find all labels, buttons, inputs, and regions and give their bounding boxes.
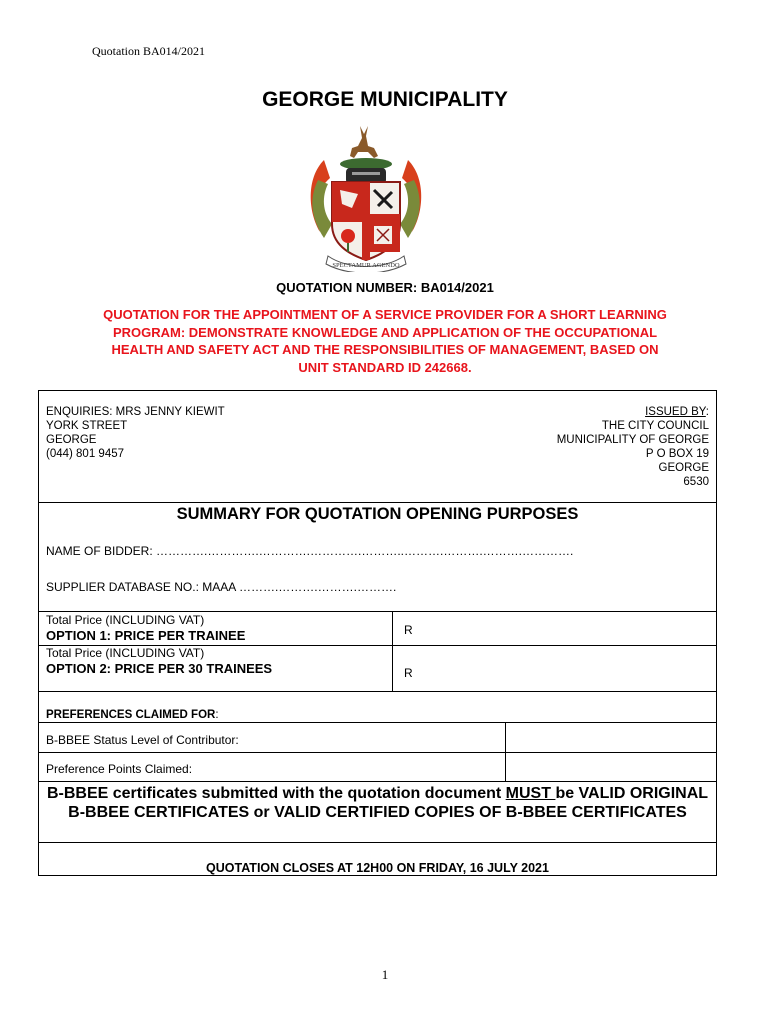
issued-town: GEORGE: [658, 462, 709, 474]
option-2-label-cell: [46, 646, 272, 676]
bidder-name-line[interactable]: NAME OF BIDDER: ………….………….………….………….………..……….……….……….………….: [46, 544, 574, 558]
quotation-summary-box: [38, 390, 717, 876]
option-1-price-field[interactable]: R: [404, 623, 413, 637]
issued-by-colon: :: [705, 406, 709, 418]
enquiries-contact: ENQUIRIES: MRS JENNY KIEWIT: [46, 406, 225, 418]
divider: [39, 502, 716, 503]
quotation-number: QUOTATION NUMBER: BA014/2021: [276, 280, 494, 295]
issued-council: THE CITY COUNCIL: [601, 420, 709, 432]
quotation-title: QUOTATION FOR THE APPOINTMENT OF A SERVICE PROVIDER FOR A SHORT LEARNING PROGRAM: DEMONSTRATE KNOWLEDGE AND APPLICATION OF THE OCCUPATIONAL HEALTH AND SAFETY ACT AND THE RESPONSIBILITIES OF MANAGEMENT, BASED ON UNIT STANDARD ID 242668.: [103, 307, 667, 375]
page-number: 1: [381, 967, 389, 982]
divider: [39, 611, 716, 612]
header-reference: Quotation BA014/2021: [92, 44, 205, 58]
enquiries-street: YORK STREET: [46, 420, 128, 432]
crest-motto: SPECTAMUR AGENDO: [332, 262, 400, 269]
divider: [39, 842, 716, 843]
supplier-database-line[interactable]: SUPPLIER DATABASE NO.: MAAA ……….……….……….……….: [46, 580, 397, 594]
preference-points-label: Preference Points Claimed:: [46, 762, 193, 776]
divider: [39, 752, 716, 753]
issued-municipality: MUNICIPALITY OF GEORGE: [556, 434, 709, 446]
bbbee-certificate-notice: B-BBEE certificates submitted with the quotation document MUST be VALID ORIGINAL B-BBEE CERTIFICATES or VALID CERTIFIED COPIES OF B-BBEE CERTIFICATES: [46, 785, 709, 821]
enquiries-phone: (044) 801 9457: [46, 448, 125, 460]
option-1-label-cell: [46, 613, 245, 643]
issued-by-label: ISSUED BY: [645, 406, 706, 418]
bbbee-status-level-label: B-BBEE Status Level of Contributor:: [46, 733, 239, 747]
must-emphasis: MUST: [505, 785, 556, 802]
divider: [39, 691, 716, 692]
divider: [39, 722, 716, 723]
option-2-price-field[interactable]: R: [404, 666, 413, 680]
divider: [392, 611, 393, 691]
preferences-title: PREFERENCES CLAIMED FOR:: [46, 709, 219, 721]
enquiries-block: [46, 405, 225, 461]
coat-of-arms-icon: [302, 120, 430, 272]
option-2-total-price: Total Price (INCLUDING VAT): [46, 646, 205, 660]
option-1-label: OPTION 1: PRICE PER TRAINEE: [46, 628, 246, 643]
enquiries-town: GEORGE: [46, 434, 97, 446]
page-title: GEORGE MUNICIPALITY: [262, 88, 508, 111]
issued-by-block: [557, 405, 709, 489]
divider: [39, 781, 716, 782]
issued-postal-code: 6530: [683, 476, 709, 488]
option-1-total-price: Total Price (INCLUDING VAT): [46, 613, 205, 627]
issued-pobox: P O BOX 19: [645, 448, 709, 460]
option-2-label: OPTION 2: PRICE PER 30 TRAINEES: [46, 661, 273, 676]
summary-title: SUMMARY FOR QUOTATION OPENING PURPOSES: [176, 505, 579, 523]
divider: [505, 722, 506, 781]
closing-notice: QUOTATION CLOSES AT 12H00 ON FRIDAY, 16 JULY 2021: [206, 861, 549, 875]
